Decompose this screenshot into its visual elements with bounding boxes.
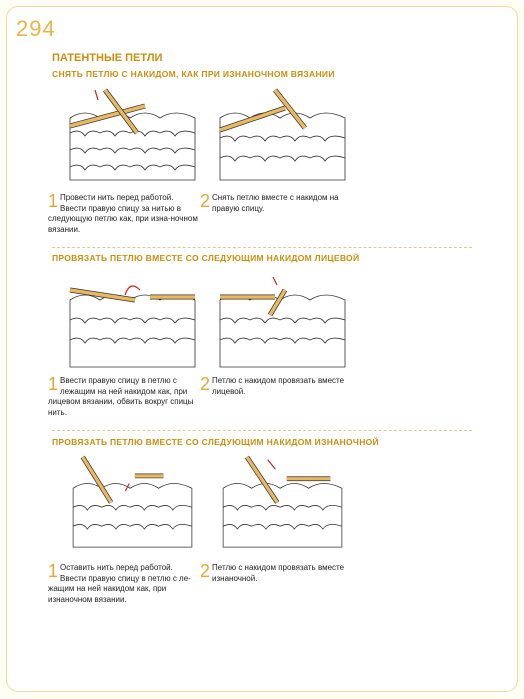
yarn-arrow (95, 90, 98, 100)
section-title-1: СНЯТЬ ПЕТЛЮ С НАКИДОМ, КАК ПРИ ИЗНАНОЧНОМ ВЯЗАНИИ (52, 69, 335, 79)
step-text: Петлю с накидом провязать вместе лицевой. (212, 376, 345, 396)
section-title-2: ПРОВЯЗАТЬ ПЕТЛЮ ВМЕСТЕ СО СЛЕДУЮЩИМ НАКИДОМ ЛИЦЕВОЙ (52, 253, 360, 263)
step-number: 1 (48, 191, 59, 211)
step-text: Провести нить перед работой. Ввести правую спицу за нитью в следующую петлю как, при изна-ночном вязании. (48, 193, 198, 234)
step-caption-1-2 (200, 193, 350, 214)
chapter-title: ПАТЕНТНЫЕ ПЕТЛИ (52, 52, 163, 64)
step-text: Петлю с накидом провязать вместе изнаночной. (212, 563, 345, 583)
step-number: 1 (48, 374, 59, 394)
step-number: 2 (200, 561, 211, 581)
page-number: 294 (16, 16, 56, 41)
step-number: 1 (48, 561, 59, 581)
knitting-illustration-2-2 (215, 275, 350, 370)
step-caption-3-2 (200, 563, 350, 584)
knitting-illustration-2-1 (65, 275, 200, 370)
knitting-illustration-3-2 (215, 455, 350, 550)
step-caption-1-1 (48, 193, 198, 235)
knitting-illustration-1-1 (65, 88, 200, 183)
knitting-illustration-1-2 (215, 88, 350, 183)
step-caption-2-1 (48, 376, 198, 418)
step-number: 2 (200, 374, 211, 394)
step-number: 2 (200, 191, 211, 211)
step-text: Оставить нить перед работой. Ввести правую спицу в петлю с ле-жащим на ней накидом как, при изнаночном вязании. (48, 563, 191, 604)
knitting-illustration-3-1 (65, 455, 200, 550)
section-title-3: ПРОВЯЗАТЬ ПЕТЛЮ ВМЕСТЕ СО СЛЕДУЮЩИМ НАКИДОМ ИЗНАНОЧНОЙ (52, 437, 379, 447)
section-divider (52, 430, 472, 431)
step-text: Ввести правую спицу в петлю с лежащим на ней накидом как, при лицевом вязании, обвить вокруг спицы нить. (48, 376, 194, 417)
step-caption-2-2 (200, 376, 350, 397)
step-caption-3-1 (48, 563, 198, 605)
section-divider (52, 247, 472, 248)
step-text: Снять петлю вместе с накидом на правую спицу. (212, 193, 339, 213)
